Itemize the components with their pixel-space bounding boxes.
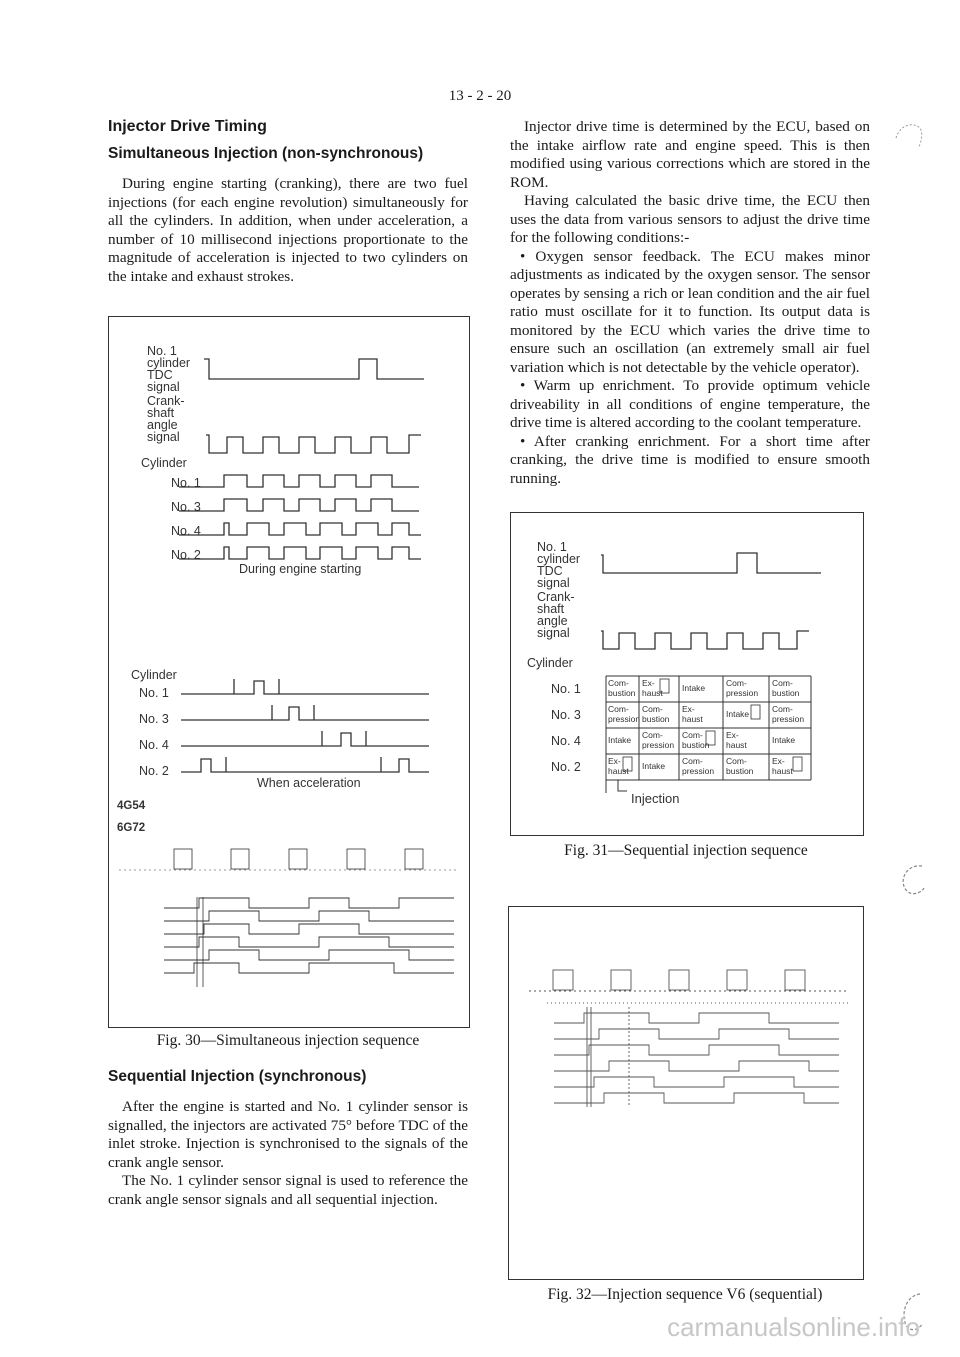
fig31-row-label-3: No. 4: [551, 734, 581, 748]
sequential-paragraph-2: The No. 1 cylinder sensor signal is used to reference the crank angle sensor signals and all sequential injection.: [108, 1172, 468, 1208]
bullet-warm-up: • Warm up enrichment. To provide optimum vehicle driveability in all conditions of engine temperature, the drive time is altered according to the coolant temperature.: [510, 377, 870, 431]
ecu-conditions-paragraph: Having calculated the basic drive time, the ECU then uses the data from various sensors to adjust the drive time for the following conditions:-: [510, 192, 870, 246]
fig31-cell-r1-c5: Com-: [772, 678, 793, 688]
fig30-crank-4: signal: [147, 430, 180, 444]
margin-scribble-top: [890, 118, 930, 158]
fig30-tdc-cylinder: cylinder: [147, 356, 191, 370]
fig30-diagram: [109, 317, 469, 1027]
fig31-cell-r2-c5: Com-: [772, 704, 793, 714]
sequential-heading: Sequential Injection (synchronous): [108, 1068, 367, 1085]
fig30-model-6g72: 6G72: [117, 822, 146, 834]
fig30-crank-3: angle: [147, 418, 178, 432]
fig31-tdc-signal: signal: [537, 576, 570, 590]
fig30-cylinder-label: Cylinder: [141, 456, 187, 470]
bullet-oxygen-sensor: • Oxygen sensor feedback. The ECU makes minor adjustments as indicated by the oxygen sensor. The sensor operates by sensing a rich or lean condition and the air fuel ratio must oscillate for it to function. Its output data is monitored by the ECU which varies the drive time to ensure such an oscillation (an extremely small air fuel variation which is not detectable by the vehicle operator).: [510, 247, 870, 376]
fig30-model-4g54: 4G54: [117, 800, 146, 812]
fig30-crank-1: Crank-: [147, 394, 185, 408]
ecu-intro-paragraph: Injector drive time is determined by the ECU, based on the intake airflow rate and engine speed. This is then modified using various corrections which are stored in the ROM.: [510, 118, 870, 191]
section-subtitle: Simultaneous Injection (non-synchronous): [108, 145, 424, 162]
fig31-cell-r1-c5: bustion: [772, 688, 800, 698]
fig31-cell-r2-c4: Intake: [726, 709, 750, 719]
fig32-diagram: [509, 907, 863, 1279]
fig31-cell-r3-c2: Com-: [642, 730, 663, 740]
fig31-cell-r4-c3: Com-: [682, 756, 703, 766]
fig30-start-row-4: No. 2: [171, 548, 201, 562]
fig31-cell-r2-c1: pression: [608, 714, 641, 724]
fig31-cell-r4-c4: Com-: [726, 756, 747, 766]
fig30-start-no3-waveform: [179, 499, 419, 511]
fig31-cell-r1-c1: Com-: [608, 678, 629, 688]
fig31-cell-r4-c1: Ex-: [608, 756, 621, 766]
fig31-cell-r3-c5: Intake: [772, 735, 796, 745]
fig31-cell-r2-c2: bustion: [642, 714, 670, 724]
fig31-cell-r4-c3: pression: [682, 766, 715, 776]
fig30-accel-label: When acceleration: [257, 776, 361, 790]
fig31-cell-r3-c2: pression: [642, 740, 675, 750]
fig31-cell-r4-c1: haust: [608, 766, 629, 776]
fig30-accel-row-4: No. 2: [139, 764, 169, 778]
fig31-cell-r1-c2: haust: [642, 688, 663, 698]
fig30-tdc-signal: signal: [147, 380, 180, 394]
fig30-crank-2: shaft: [147, 406, 175, 420]
fig31-crank-waveform: [601, 631, 809, 649]
fig30-caption: Fig. 30—Simultaneous injection sequence: [156, 1032, 420, 1049]
fig31-crank-1: Crank-: [537, 590, 575, 604]
left-column: [108, 118, 468, 286]
fig30-cylinder-label-2: Cylinder: [131, 668, 177, 682]
fig31-cell-r2-c3: haust: [682, 714, 703, 724]
fig30-tdc-tdc: TDC: [147, 368, 173, 382]
fig31-crank-2: shaft: [537, 602, 565, 616]
fig32-caption: Fig. 32—Injection sequence V6 (sequential): [547, 1286, 823, 1303]
fig30-accel-row-1: No. 1: [139, 686, 169, 700]
fig31-cell-r3-c3: Com-: [682, 730, 703, 740]
fig30-start-no1-waveform: [179, 475, 419, 487]
fig30-accel-no3-waveform: [181, 705, 429, 720]
fig30-start-row-2: No. 3: [171, 500, 201, 514]
fig31-cell-r1-c3: Intake: [682, 683, 706, 693]
sequential-section: [108, 1068, 468, 1209]
fig31-tdc-no1: No. 1: [537, 540, 567, 554]
fig30-accel-row-3: No. 4: [139, 738, 169, 752]
footer-watermark: carmanualsonline.info: [667, 1312, 920, 1342]
fig30-accel-no2-waveform: [181, 757, 429, 772]
fig32-figure: [508, 906, 864, 1280]
fig31-row-label-4: No. 2: [551, 760, 581, 774]
fig31-diagram: [511, 513, 863, 835]
fig30-crank-waveform: [206, 435, 421, 453]
fig30-start-no2-waveform: [179, 547, 421, 559]
fig31-stroke-table: [608, 678, 804, 776]
fig31-caption: Fig. 31—Sequential injection sequence: [564, 842, 808, 859]
fig31-row-label-2: No. 3: [551, 708, 581, 722]
fig31-injection-label: Injection: [631, 791, 680, 806]
fig31-crank-4: signal: [537, 626, 570, 640]
fig30-tdc-waveform: [204, 359, 424, 379]
fig30-start-row-3: No. 4: [171, 524, 201, 538]
fig31-cell-r2-c1: Com-: [608, 704, 629, 714]
fig31-cell-r2-c2: Com-: [642, 704, 663, 714]
fig31-crank-3: angle: [537, 614, 568, 628]
fig31-figure: [510, 512, 864, 836]
fig31-cell-r1-c4: Com-: [726, 678, 747, 688]
bullet-after-cranking: • After cranking enrichment. For a short time after cranking, the drive time is modified to ensure smooth running.: [510, 432, 870, 487]
fig30-during-label: During engine starting: [239, 562, 362, 576]
fig30-figure: [108, 316, 470, 1028]
fig31-cell-r1-c1: bustion: [608, 688, 636, 698]
fig31-cell-r3-c4: Ex-: [726, 730, 739, 740]
fig31-cell-r4-c5: Ex-: [772, 756, 785, 766]
fig31-injection-pointer: [618, 780, 627, 791]
fig31-cell-r2-c3: Ex-: [682, 704, 695, 714]
fig31-cell-r4-c2: Intake: [642, 761, 666, 771]
right-column: [510, 118, 870, 488]
margin-scribble-mid: [894, 860, 934, 900]
section-title: Injector Drive Timing: [108, 118, 267, 135]
fig31-cell-r1-c4: pression: [726, 688, 759, 698]
fig31-cell-r3-c1: Intake: [608, 735, 632, 745]
fig31-tdc-waveform: [601, 553, 821, 573]
fig30-accel-row-2: No. 3: [139, 712, 169, 726]
fig30-tdc-no1: No. 1: [147, 344, 177, 358]
fig31-cell-r3-c3: bustion: [682, 740, 710, 750]
fig31-cell-r4-c4: bustion: [726, 766, 754, 776]
fig31-cell-r1-c2: Ex-: [642, 678, 655, 688]
fig30-start-row-1: No. 1: [171, 476, 201, 490]
fig30-accel-no4-waveform: [181, 731, 429, 746]
sequential-paragraph-1: After the engine is started and No. 1 cylinder sensor is signalled, the injectors are activated 75° before TDC of the inlet stroke. Injection is synchronised to the signals of the crank angle sensor.: [108, 1098, 468, 1171]
fig31-tdc-cylinder: cylinder: [537, 552, 581, 566]
fig30-start-no4-waveform: [179, 523, 421, 535]
fig31-row-label-1: No. 1: [551, 682, 581, 696]
simultaneous-paragraph: During engine starting (cranking), there are two fuel injections (for each engine revolution) simultaneously for all the cylinders. In addition, when under acceleration, a number of 10 millisecond injections proportionate to the magnitude of acceleration is injected to two cylinders on the intake and exhaust strokes.: [108, 175, 468, 285]
fig31-tdc-tdc: TDC: [537, 564, 563, 578]
fig31-cell-r2-c5: pression: [772, 714, 805, 724]
page-number: 13 - 2 - 20: [448, 88, 512, 104]
fig31-cell-r4-c5: haust: [772, 766, 793, 776]
fig30-accel-no1-waveform: [181, 679, 429, 694]
fig31-cylinder-label: Cylinder: [527, 656, 573, 670]
fig31-cell-r3-c4: haust: [726, 740, 747, 750]
